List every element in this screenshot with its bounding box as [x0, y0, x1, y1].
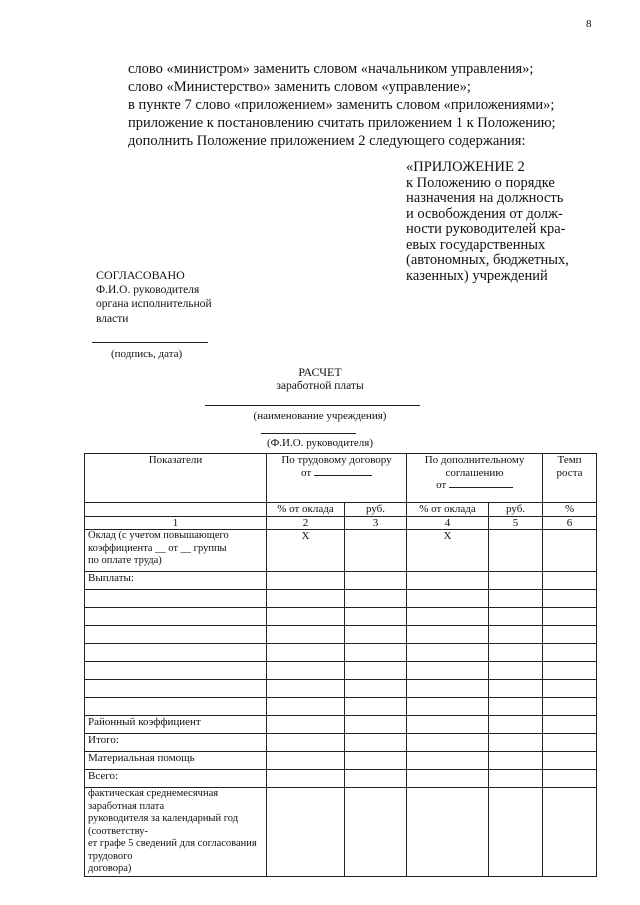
column-number: 1 — [85, 516, 267, 530]
appendix-line: к Положению о порядке — [406, 174, 555, 191]
appendix-line: казенных) учреждений — [406, 267, 548, 284]
amendment-line: слово «министром» заменить словом «начальником управления»; — [128, 61, 534, 77]
subheader-pct: % от оклада — [267, 503, 345, 517]
appendix-line: и освобождения от долж- — [406, 205, 563, 222]
approval-title: СОГЛАСОВАНО — [96, 268, 185, 282]
header-extra-text: По дополнительному — [424, 454, 525, 466]
column-number: 6 — [543, 516, 597, 530]
row-label-regional: Районный коэффициент — [85, 716, 267, 734]
header-growth — [543, 454, 597, 503]
signature-line — [92, 342, 208, 343]
table-cell — [543, 530, 597, 572]
row-label-actual-average: фактическая среднемесячная заработная плата руководителя за календарный год (соответству- ет графе 5 сведений для согласования трудового договора) — [85, 788, 267, 877]
row-label-payments: Выплаты: — [85, 572, 267, 590]
approval-line: органа исполнительной — [96, 298, 212, 310]
column-number: 2 — [267, 516, 345, 530]
table-row — [85, 770, 597, 788]
column-number: 3 — [345, 516, 407, 530]
header-labor-text: По трудовому договору — [281, 454, 392, 466]
table-row — [85, 716, 597, 734]
calc-title: РАСЧЕТ — [298, 365, 342, 379]
amendment-line: в пункте 7 слово «приложением» заменить словом «приложениями»; — [128, 97, 555, 113]
column-number: 4 — [407, 516, 489, 530]
table-row — [85, 698, 597, 716]
subheader-percent: % — [543, 503, 597, 517]
approval-block — [96, 268, 236, 326]
table-cell — [85, 503, 267, 517]
header-extra-from: от — [436, 479, 447, 491]
header-growth-text: Темп — [557, 454, 582, 466]
appendix-line: ности руководителей кра- — [406, 221, 566, 237]
amendment-text — [128, 60, 598, 150]
table-subheader-row — [85, 503, 597, 517]
appendix-header — [406, 160, 606, 284]
header-growth-text2: роста — [556, 466, 583, 479]
subheader-rub: руб. — [345, 503, 407, 517]
date-blank — [314, 467, 372, 476]
amendment-line: приложение к постановлению считать приложением 1 к Положению; — [128, 115, 556, 131]
header-extra-text2: соглашению — [445, 466, 504, 479]
column-number: 5 — [489, 516, 543, 530]
table-row — [85, 608, 597, 626]
salary-table — [84, 453, 597, 877]
approval-line: власти — [96, 312, 129, 325]
table-header-row — [85, 454, 597, 503]
table-row — [85, 734, 597, 752]
page-number: 8 — [586, 18, 592, 30]
amendment-line: дополнить Положение приложением 2 следующего содержания: — [128, 133, 526, 149]
subheader-pct: % от оклада — [407, 503, 489, 517]
table-row — [85, 662, 597, 680]
institution-line — [205, 405, 420, 406]
header-labor-contract — [267, 454, 407, 503]
table-row — [85, 680, 597, 698]
x-mark: Х — [267, 530, 345, 572]
table-row — [85, 644, 597, 662]
header-labor-from: от — [301, 466, 312, 479]
table-cell — [489, 530, 543, 572]
amendment-line: слово «Министерство» заменить словом «управление»; — [128, 79, 471, 95]
table-row — [85, 530, 597, 572]
row-label-oklad: Оклад (с учетом повышающего коэффициента __ от __ группы по оплате труда) — [85, 530, 267, 572]
table-row — [85, 572, 597, 590]
header-extra-agreement — [407, 454, 543, 503]
signature-caption: (подпись, дата) — [111, 348, 183, 360]
row-label-material-aid: Материальная помощь — [85, 752, 267, 770]
table-number-row — [85, 516, 597, 530]
table-row — [85, 590, 597, 608]
table-cell — [345, 530, 407, 572]
row-label-total: Итого: — [85, 734, 267, 752]
head-name-line — [261, 433, 356, 434]
appendix-line: назначения на должность — [406, 190, 564, 206]
table-row — [85, 626, 597, 644]
head-name-caption: (Ф.И.О. руководителя) — [266, 437, 374, 449]
table-row — [85, 752, 597, 770]
date-blank — [449, 479, 513, 488]
x-mark: Х — [407, 530, 489, 572]
appendix-line: (автономных, бюджетных, — [406, 252, 569, 268]
approval-line: Ф.И.О. руководителя — [96, 283, 200, 296]
calc-subtitle: заработной платы — [276, 380, 364, 392]
subheader-rub: руб. — [489, 503, 543, 517]
appendix-title: «ПРИЛОЖЕНИЕ 2 — [406, 159, 525, 175]
row-label-grand-total: Всего: — [85, 770, 267, 788]
appendix-line: евых государственных — [406, 236, 546, 253]
table-row — [85, 788, 597, 877]
header-indicators: Показатели — [85, 454, 267, 503]
institution-caption: (наименование учреждения) — [253, 410, 387, 422]
